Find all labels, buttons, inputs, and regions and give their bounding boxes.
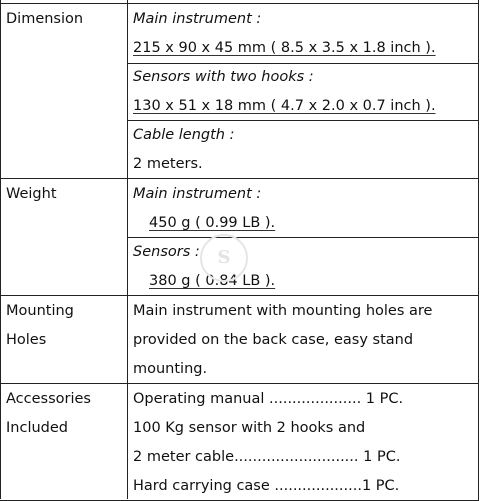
- row-divider: [0, 383, 478, 384]
- weight-main-title: Main instrument :: [133, 186, 262, 202]
- mounting-label-line1: Mounting: [6, 303, 74, 319]
- dimension-main-title: Main instrument :: [133, 11, 262, 27]
- mounting-text-line1: Main instrument with mounting holes are: [133, 303, 433, 319]
- accessories-item-2-line2: 2 meter cable........................... 1 PC.: [133, 449, 401, 465]
- row-divider: [0, 3, 478, 4]
- watermark-logo: S: [200, 234, 248, 282]
- weight-main-value: 450 g ( 0.99 LB ).: [149, 215, 276, 231]
- accessories-item-3: Hard carrying case ...................1 PC.: [133, 478, 400, 494]
- table-left-border: [0, 0, 1, 499]
- dimension-sensors-title: Sensors with two hooks :: [133, 69, 314, 85]
- dimension-main-value: 215 x 90 x 45 mm ( 8.5 x 3.5 x 1.8 inch ).: [133, 40, 436, 56]
- mounting-text-line3: mounting.: [133, 361, 208, 377]
- accessories-item-1: Operating manual .................... 1 PC.: [133, 391, 404, 407]
- accessories-item-2-line1: 100 Kg sensor with 2 hooks and: [133, 420, 366, 436]
- dimension-cable-title: Cable length :: [133, 127, 235, 143]
- dimension-label: Dimension: [6, 11, 84, 27]
- weight-label: Weight: [6, 186, 57, 202]
- accessories-label-line2: Included: [6, 420, 68, 436]
- mounting-label-line2: Holes: [6, 332, 47, 348]
- column-divider: [127, 0, 128, 499]
- row-divider: [0, 295, 478, 296]
- weight-sensors-value: 380 g ( 0.84 LB ).: [149, 273, 276, 289]
- dimension-sensors-value: 130 x 51 x 18 mm ( 4.7 x 2.0 x 0.7 inch ).: [133, 98, 436, 114]
- sub-divider: [127, 237, 478, 238]
- sub-divider: [127, 120, 478, 121]
- row-divider: [0, 178, 478, 179]
- mounting-text-line2: provided on the back case, easy stand: [133, 332, 414, 348]
- sub-divider: [127, 63, 478, 64]
- dimension-cable-value: 2 meters.: [133, 156, 203, 172]
- accessories-label-line1: Accessories: [6, 391, 91, 407]
- weight-sensors-title: Sensors :: [133, 244, 200, 260]
